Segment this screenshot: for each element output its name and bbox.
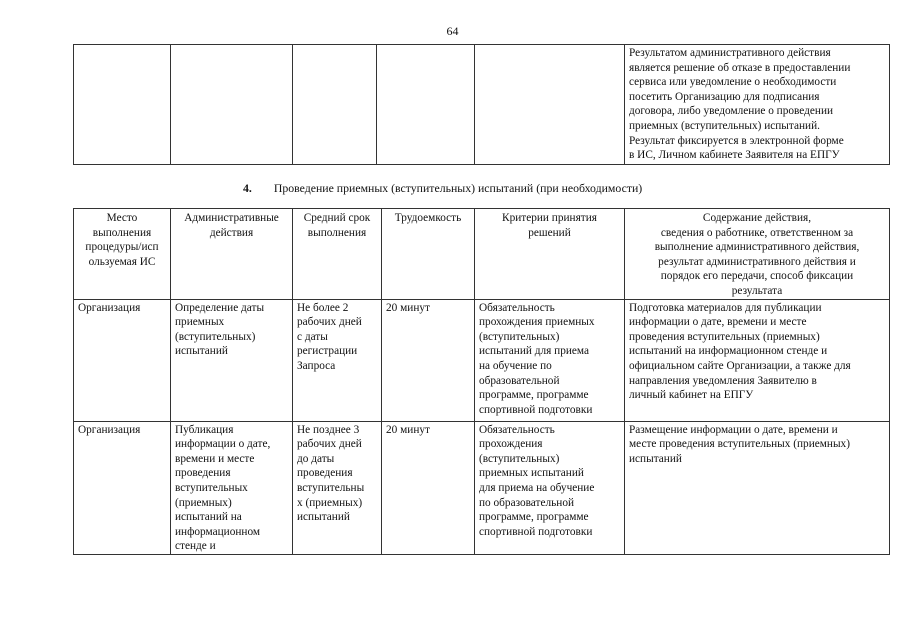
section-number: 4. <box>243 181 252 195</box>
cell-action: Определение даты приемных (вступительных) испытаний <box>171 299 293 421</box>
empty-cell <box>74 45 171 165</box>
column-header-term: Средний срок выполнения <box>293 209 382 300</box>
empty-cell <box>293 45 377 165</box>
cell-labor: 20 минут <box>382 299 475 421</box>
section-heading <box>243 181 642 196</box>
empty-cell <box>377 45 475 165</box>
header-row <box>74 209 890 300</box>
cell-content: Размещение информации о дате, времени и месте проведения вступительных (приемных) испытаний <box>625 421 890 554</box>
result-cell <box>625 45 890 165</box>
cell-place: Организация <box>74 299 171 421</box>
section-title: Проведение приемных (вступительных) испытаний (при необходимости) <box>273 181 643 195</box>
continued-table <box>73 44 890 165</box>
cell-content: Подготовка материалов для публикации информации о дате, времени и месте проведения вступительных (приемных) испытаний на информационном стенде и официальном сайте Организации, а также для направления уведомления Заявителю в личный кабинет на ЕПГУ <box>625 299 890 421</box>
column-header-content: Содержание действия, сведения о работнике, ответственном за выполнение административного действия, результат административного действия и порядок его передачи, способ фиксации результата <box>625 209 890 300</box>
cell-place: Организация <box>74 421 171 554</box>
column-header-labor: Трудоемкость <box>382 209 475 300</box>
cell-criteria: Обязательность прохождения приемных (вступительных) испытаний для приема на обучение по образовательной программе, программе спортивной подготовки <box>475 299 625 421</box>
column-header-action: Административные действия <box>171 209 293 300</box>
column-header-criteria: Критерии принятия решений <box>475 209 625 300</box>
procedure-table <box>73 208 890 555</box>
cell-term: Не более 2 рабочих дней с даты регистрации Запроса <box>293 299 382 421</box>
cell-criteria: Обязательность прохождения (вступительных) приемных испытаний для приема на обучение по образовательной программе, программе спортивной подготовки <box>475 421 625 554</box>
empty-cell <box>475 45 625 165</box>
cell-labor: 20 минут <box>382 421 475 554</box>
result-text: Результатом административного действия является решение об отказе в предоставлении сервиса или уведомление о необходимости посетить Организацию для подписания договора, либо уведомление о проведении приемных (вступительных) испытаний. Результат фиксируется в электронной форме в ИС, Личном кабинете Заявителя на ЕПГУ <box>629 47 851 162</box>
page-number: 64 <box>446 24 459 38</box>
table-row <box>74 421 890 554</box>
table-row <box>74 299 890 421</box>
table-row <box>74 45 890 165</box>
cell-term: Не позднее 3 рабочих дней до даты проведения вступительны х (приемных) испытаний <box>293 421 382 554</box>
empty-cell <box>171 45 293 165</box>
cell-action: Публикация информации о дате, времени и месте проведения вступительных (приемных) испытаний на информационном стенде и <box>171 421 293 554</box>
column-header-place: Место выполнения процедуры/исп ользуемая ИС <box>74 209 171 300</box>
